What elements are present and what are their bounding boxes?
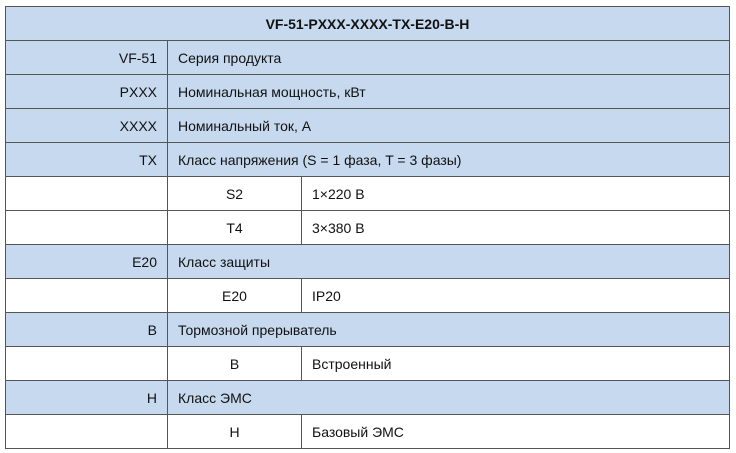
option-value: 1×220 В [302, 177, 730, 211]
row-description: Класс напряжения (S = 1 фаза, T = 3 фазы) [168, 143, 730, 177]
option-code: S2 [168, 177, 302, 211]
table-row-emc [6, 381, 730, 415]
row-code: XXXX [6, 109, 168, 143]
empty-cell [6, 177, 168, 211]
row-code: VF-51 [6, 41, 168, 75]
row-code: B [6, 313, 168, 347]
table-row-voltage-class [6, 143, 730, 177]
row-description: Класс защиты [168, 245, 730, 279]
option-code: T4 [168, 211, 302, 245]
table-subrow-h [6, 415, 730, 449]
table-row-current [6, 109, 730, 143]
row-code: E20 [6, 245, 168, 279]
model-code-title: VF-51-PXXX-XXXX-TX-E20-B-H [6, 7, 730, 41]
row-description: Серия продукта [168, 41, 730, 75]
empty-cell [6, 279, 168, 313]
row-description: Номинальная мощность, кВт [168, 75, 730, 109]
row-code: PXXX [6, 75, 168, 109]
option-code: B [168, 347, 302, 381]
option-value: 3×380 В [302, 211, 730, 245]
option-value: Базовый ЭМС [302, 415, 730, 449]
table-subrow-s2 [6, 177, 730, 211]
table-subrow-b [6, 347, 730, 381]
option-value: IP20 [302, 279, 730, 313]
empty-cell [6, 347, 168, 381]
table-row-brake [6, 313, 730, 347]
table-subrow-t4 [6, 211, 730, 245]
row-description: Класс ЭМС [168, 381, 730, 415]
table-subrow-e20 [6, 279, 730, 313]
table-header-row [6, 7, 730, 41]
table-row-series [6, 41, 730, 75]
option-code: E20 [168, 279, 302, 313]
table-row-power [6, 75, 730, 109]
table-row-protection [6, 245, 730, 279]
option-code: H [168, 415, 302, 449]
row-description: Тормозной прерыватель [168, 313, 730, 347]
option-value: Встроенный [302, 347, 730, 381]
model-code-table [5, 6, 730, 449]
row-description: Номинальный ток, А [168, 109, 730, 143]
empty-cell [6, 415, 168, 449]
empty-cell [6, 211, 168, 245]
row-code: TX [6, 143, 168, 177]
row-code: H [6, 381, 168, 415]
